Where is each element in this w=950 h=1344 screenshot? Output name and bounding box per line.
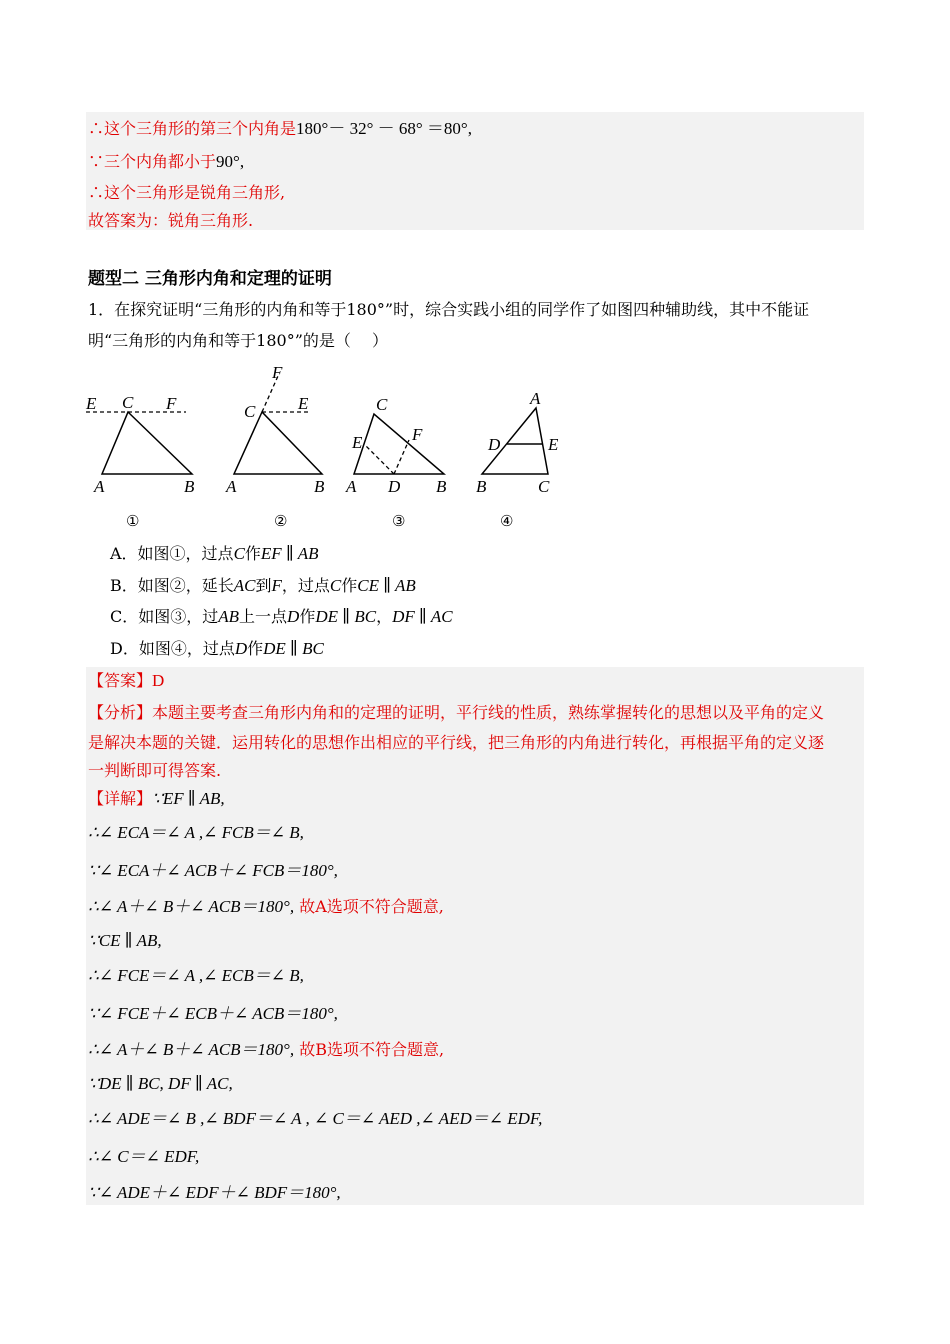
f3-number: ③ <box>392 514 406 530</box>
f2-label-C: C <box>244 402 256 421</box>
detail-line-12: ∵∠ ADE＋∠ EDF＋∠ BDF＝180°, <box>88 1183 341 1202</box>
solution-line-1: ∴这个三角形的第三个内角是180°－ 32° － 68° ＝80°, <box>88 119 472 138</box>
solution-line-3: ∴这个三角形是锐角三角形, <box>88 183 286 202</box>
f3-label-C: C <box>376 395 388 414</box>
question-line-1: 1．在探究证明“三角形的内角和等于180°”时，综合实践小组的同学作了如图四种辅助线，其中不能证 <box>88 300 810 319</box>
f4-label-C: C <box>538 477 550 496</box>
analysis-line-1: 【分析】本题主要考查三角形内角和的定理的证明，平行线的性质，熟练掌握转化的思想以及平角的定义 <box>88 703 825 722</box>
detail-line-4: ∴∠ A＋∠ B＋∠ ACB＝180°, 故A选项不符合题意, <box>88 897 444 916</box>
solution-line-4: 故答案为：锐角三角形. <box>88 211 254 230</box>
figure-4 <box>470 362 570 532</box>
f1-label-B: B <box>184 477 195 496</box>
f3-label-A: A <box>346 477 357 496</box>
f3-label-D: D <box>388 477 401 496</box>
detail-line-2: ∴∠ ECA＝∠ A ,∠ FCB＝∠ B, <box>88 823 304 842</box>
detail-line-10: ∴∠ ADE＝∠ B ,∠ BDF＝∠ A , ∠ C＝∠ AED ,∠ AED＝∠ EDF, <box>88 1109 543 1128</box>
figure-3 <box>344 362 464 532</box>
figure-1 <box>82 362 202 532</box>
f1-label-C: C <box>122 393 134 412</box>
detail-line-7: ∵∠ FCE＋∠ ECB＋∠ ACB＝180°, <box>88 1004 338 1023</box>
option-d: D．如图④，过点D作DE ∥ BC <box>110 639 324 658</box>
option-c: C．如图③，过AB上一点D作DE ∥ BC，DF ∥ AC <box>110 607 453 626</box>
question-line-2: 明“三角形的内角和等于180°”的是（ ） <box>88 331 388 350</box>
f2-label-E: E <box>298 394 309 413</box>
analysis-line-3: 一判断即可得答案. <box>88 761 222 780</box>
detail-line-9: ∵DE ∥ BC, DF ∥ AC, <box>88 1074 233 1093</box>
f1-label-F: F <box>166 394 177 413</box>
f1-label-A: A <box>94 477 105 496</box>
detail-line-5: ∵CE ∥ AB, <box>88 931 162 950</box>
f3-label-E: E <box>352 433 363 452</box>
f2-label-B: B <box>314 477 325 496</box>
f4-label-B: B <box>476 477 487 496</box>
f4-label-A: A <box>530 389 541 408</box>
f1-label-E: E <box>86 394 97 413</box>
figure-2 <box>222 362 342 532</box>
solution-line-2: ∵三个内角都小于90°, <box>88 152 245 171</box>
option-b: B．如图②，延长AC到F，过点C作CE ∥ AB <box>110 576 416 595</box>
detail-line-3: ∵∠ ECA＋∠ ACB＋∠ FCB＝180°, <box>88 861 338 880</box>
f2-label-F: F <box>272 363 283 382</box>
f3-label-F: F <box>412 425 423 444</box>
f4-label-E: E <box>548 435 559 454</box>
analysis-line-2: 是解决本题的关键．运用转化的思想作出相应的平行线，把三角形的内角进行转化，再根据平角的定义逐 <box>88 733 825 752</box>
f1-number: ① <box>126 514 140 530</box>
detail-line-8: ∴∠ A＋∠ B＋∠ ACB＝180°, 故B选项不符合题意, <box>88 1040 445 1059</box>
answer-line: 【答案】D <box>88 671 165 690</box>
detail-line-1: 【详解】∵EF ∥ AB, <box>88 789 225 808</box>
f2-label-A: A <box>226 477 237 496</box>
f3-label-B: B <box>436 477 447 496</box>
section-title: 题型二 三角形内角和定理的证明 <box>88 269 332 289</box>
option-a: A．如图①，过点C作EF ∥ AB <box>110 544 319 563</box>
f4-number: ④ <box>500 514 514 530</box>
detail-line-6: ∴∠ FCE＝∠ A ,∠ ECB＝∠ B, <box>88 966 304 985</box>
f4-label-D: D <box>488 435 501 454</box>
detail-line-11: ∴∠ C＝∠ EDF, <box>88 1147 200 1166</box>
f2-number: ② <box>274 514 288 530</box>
